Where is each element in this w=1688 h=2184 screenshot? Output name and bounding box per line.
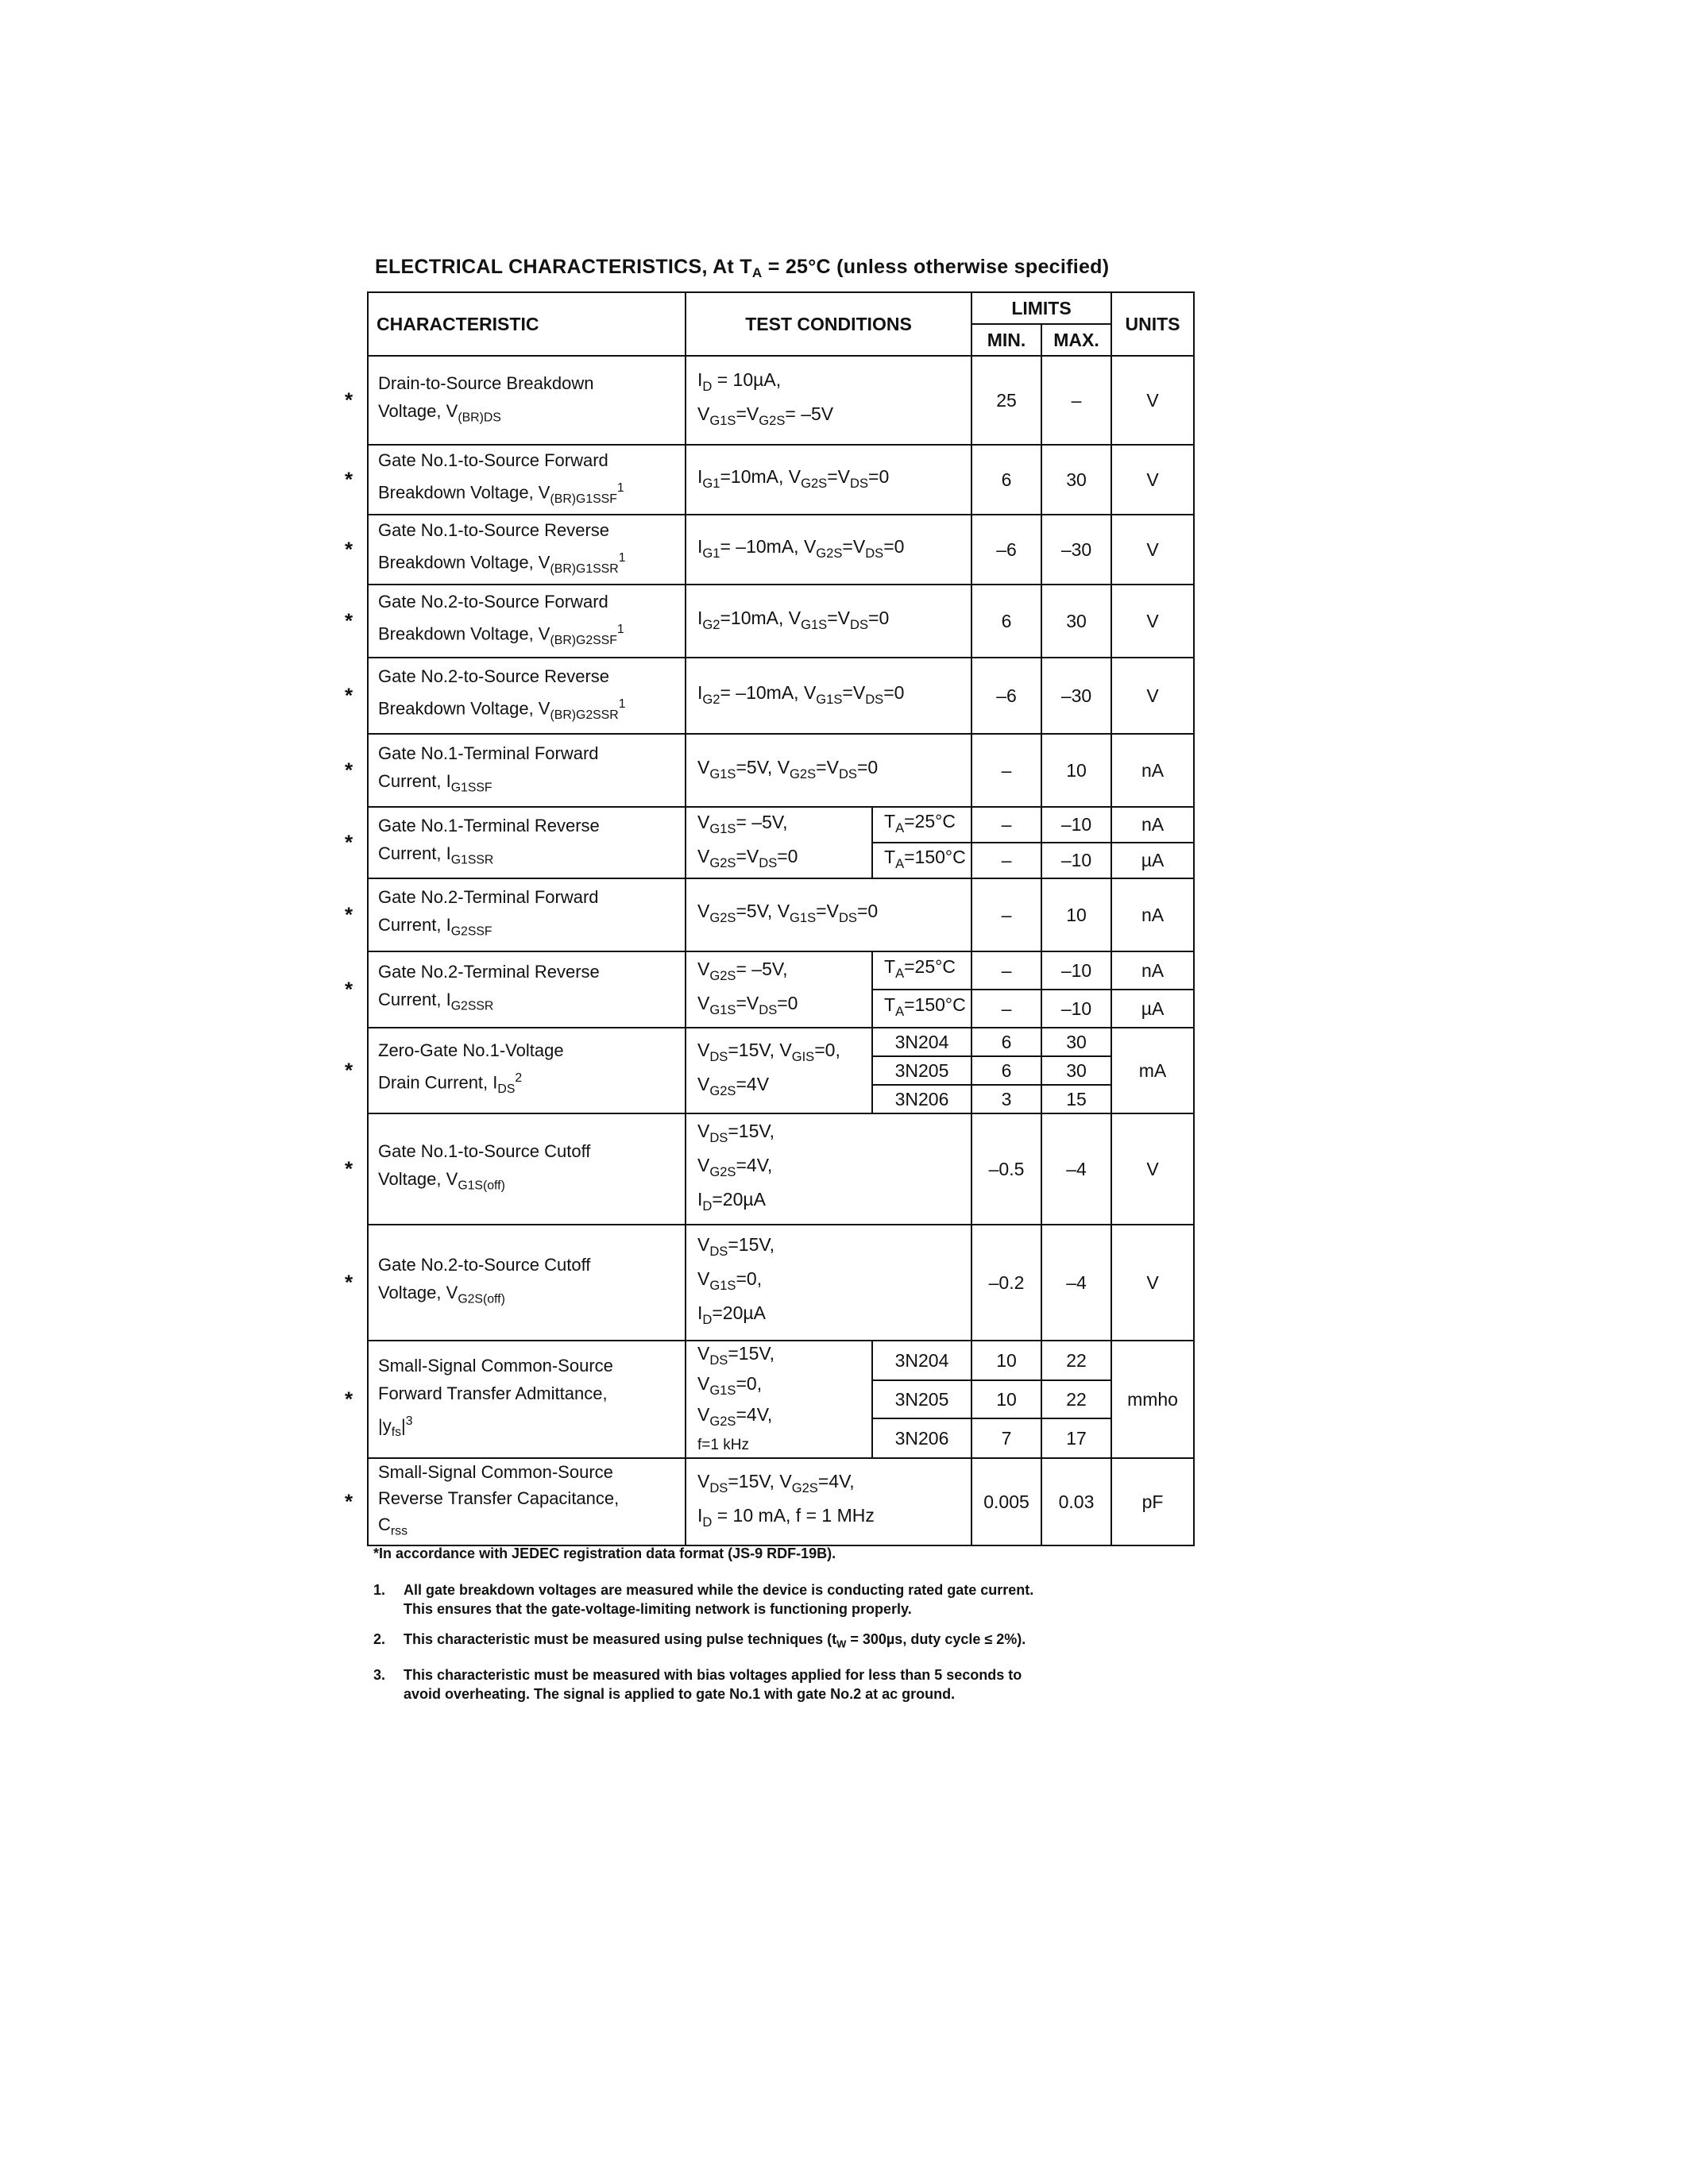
min-value: 3 [971,1085,1041,1113]
min-value: – [971,951,1041,990]
electrical-characteristics-table [345,291,1195,1546]
min-value: 6 [971,1028,1041,1056]
test-condition-cell: $V_{DS}=15V$, $V_{G2S}=4V$, $I_D=20\mu A$ [686,1113,971,1225]
unit-value: mA [1111,1028,1194,1113]
min-value: 7 [971,1418,1041,1458]
max-value: – [1041,356,1111,445]
jedec-note: *In accordance with JEDEC registration data format (JS-9 RDF-19B). [373,1545,836,1561]
test-condition-cell: $V_{DS}=15V$, $V_{G1S}=0$, $I_D=20\mu A$ [686,1225,971,1341]
max-value: 30 [1041,1028,1111,1056]
max-value: 30 [1041,585,1111,658]
jedec-star: * [345,608,353,633]
table-row [368,951,1194,990]
footnotes [373,1544,1168,1715]
max-value: 15 [1041,1085,1111,1113]
min-value: – [971,734,1041,807]
device-name: 3N205 [872,1056,971,1085]
table-row [368,1028,1194,1056]
characteristic-cell: * Gate No.2-Terminal Forward Current, $I_{G2SSF}$ [368,878,686,951]
test-condition-cell: $I_D = 10\mu A$, $V_{G1S}=V_{G2S}= -5V$ [686,356,971,445]
table-row [368,658,1194,734]
unit-value: V [1111,445,1194,515]
temperature-condition: $T_A=150^\circ C$ [872,990,971,1028]
min-value: –6 [971,658,1041,734]
min-value: – [971,807,1041,843]
footnote-3: 3. This characteristic must be measured with bias voltages applied for less than 5 seconds to avoid overheating. The signal is applied to gate No.1 with gate No.2 at ac ground. [373,1666,1022,1702]
max-value: –4 [1041,1225,1111,1341]
jedec-star: * [345,1270,353,1295]
unit-value: V [1111,585,1194,658]
jedec-star: * [345,758,353,782]
header-units: UNITS [1111,292,1194,356]
header-characteristic: CHARACTERISTIC [368,292,686,356]
test-condition-cell: $I_{G2}=10mA$, $V_{G1S}=V_{DS}=0$ [686,585,971,658]
page-title: ELECTRICAL CHARACTERISTICS, At $T_A = 25^\circ C$ (unless otherwise specified) [375,256,1110,280]
max-value: 10 [1041,878,1111,951]
device-name: 3N206 [872,1418,971,1458]
unit-value: nA [1111,951,1194,990]
test-condition-cell: $V_{DS}=15V$, $V_{GIS}=0$, $V_{G2S}=4V$ [686,1028,872,1113]
unit-value: V [1111,1225,1194,1341]
header-max: MAX. [1041,324,1111,356]
max-value: –4 [1041,1113,1111,1225]
min-value: –6 [971,515,1041,585]
characteristic-cell: * Gate No.1-to-Source Cutoff Voltage, $V_{G1S(off)}$ [368,1113,686,1225]
jedec-star: * [345,977,353,1001]
table-row [368,585,1194,658]
jedec-star: * [345,1058,353,1082]
max-value: 30 [1041,445,1111,515]
max-value: 17 [1041,1418,1111,1458]
table-row [368,1458,1194,1545]
test-condition-cell: $I_{G1}= -10mA$, $V_{G2S}=V_{DS}=0$ [686,515,971,585]
unit-value: V [1111,658,1194,734]
table-row [368,1113,1194,1225]
jedec-star: * [345,1387,353,1411]
min-value: 10 [971,1380,1041,1418]
test-condition-cell: $V_{G1S}= -5V$, $V_{G2S}=V_{DS}=0$ [686,807,872,878]
min-value: – [971,843,1041,878]
characteristic-cell: * Gate No.1-to-Source Forward Breakdown Voltage, $V_{(BR)G1SSF}^1$ [368,445,686,515]
unit-value: mmho [1111,1341,1194,1458]
test-condition-cell: $I_{G1}=10mA$, $V_{G2S}=V_{DS}=0$ [686,445,971,515]
temperature-condition: $T_A=25^\circ C$ [872,807,971,843]
unit-value: µA [1111,990,1194,1028]
characteristic-cell: * Gate No.2-Terminal Reverse Current, $I_{G2SSR}$ [368,951,686,1028]
header-test-conditions: TEST CONDITIONS [686,292,971,356]
max-value: –30 [1041,515,1111,585]
device-name: 3N206 [872,1085,971,1113]
jedec-star: * [345,467,353,492]
max-value: 0.03 [1041,1458,1111,1545]
unit-value: nA [1111,807,1194,843]
table-row [368,515,1194,585]
jedec-star: * [345,537,353,561]
min-value: 25 [971,356,1041,445]
table-row [368,445,1194,515]
jedec-star: * [345,683,353,708]
test-condition-cell: $V_{DS}=15V$, $V_{G2S}=4V$, $I_D = 10$ mA, f = 1 MHz [686,1458,971,1545]
test-condition-cell: $I_{G2}= -10mA$, $V_{G1S}=V_{DS}=0$ [686,658,971,734]
device-name: 3N205 [872,1380,971,1418]
jedec-star: * [345,1489,353,1514]
min-value: 0.005 [971,1458,1041,1545]
characteristic-cell: * Gate No.2-to-Source Forward Breakdown Voltage, $V_{(BR)G2SSF}^1$ [368,585,686,658]
unit-value: V [1111,515,1194,585]
footnote-1: 1. All gate breakdown voltages are measured while the device is conducting rated gate current. This ensures that the gate-voltage-limiting network is functioning properly. [373,1582,1034,1617]
table-row [368,734,1194,807]
characteristic-cell: * Gate No.1-Terminal Reverse Current, $I_{G1SSR}$ [368,807,686,878]
jedec-star: * [345,902,353,927]
temperature-condition: $T_A=150^\circ C$ [872,843,971,878]
characteristic-cell: * Gate No.1-to-Source Reverse Breakdown Voltage, $V_{(BR)G1SSR}^1$ [368,515,686,585]
max-value: –10 [1041,807,1111,843]
max-value: 22 [1041,1341,1111,1380]
table-row [368,807,1194,843]
jedec-star: * [345,1156,353,1181]
device-name: 3N204 [872,1341,971,1380]
jedec-star: * [345,830,353,855]
header-min: MIN. [971,324,1041,356]
characteristic-cell: * Drain-to-Source Breakdown Voltage, $V_{(BR)DS}$ [368,356,686,445]
characteristic-cell: * Small-Signal Common-Source Reverse Transfer Capacitance, $C_{rss}$ [368,1458,686,1545]
characteristic-cell: * Zero-Gate No.1-Voltage Drain Current, $I_{DS}^2$ [368,1028,686,1113]
test-condition-cell: $V_{DS}=15V$, $V_{G1S}=0$, $V_{G2S}=4V$, f=1 kHz [686,1341,872,1458]
unit-value: V [1111,1113,1194,1225]
max-value: 22 [1041,1380,1111,1418]
characteristic-cell: * Small-Signal Common-Source Forward Transfer Admittance, $|y_{fs}|^3$ [368,1341,686,1458]
device-name: 3N204 [872,1028,971,1056]
table-row [368,356,1194,445]
table-row [368,1341,1194,1380]
characteristic-cell: * Gate No.2-to-Source Reverse Breakdown Voltage, $V_{(BR)G2SSR}^1$ [368,658,686,734]
min-value: 6 [971,445,1041,515]
footnote-2: 2. This characteristic must be measured using pulse techniques ($t_W = 300\mu s$, duty cycle ≤ 2%). [373,1631,1026,1650]
test-condition-cell: $V_{G2S}=5V$, $V_{G1S}=V_{DS}=0$ [686,878,971,951]
table-row [368,878,1194,951]
max-value: –10 [1041,951,1111,990]
min-value: 10 [971,1341,1041,1380]
max-value: –30 [1041,658,1111,734]
min-value: –0.2 [971,1225,1041,1341]
test-condition-cell: $V_{G2S}= -5V$, $V_{G1S}=V_{DS}=0$ [686,951,872,1028]
test-condition-cell: $V_{G1S}=5V$, $V_{G2S}=V_{DS}=0$ [686,734,971,807]
max-value: –10 [1041,843,1111,878]
temperature-condition: $T_A=25^\circ C$ [872,951,971,990]
jedec-star: * [345,388,353,412]
max-value: –10 [1041,990,1111,1028]
min-value: –0.5 [971,1113,1041,1225]
unit-value: µA [1111,843,1194,878]
table-row [368,1225,1194,1341]
characteristic-cell: * Gate No.1-Terminal Forward Current, $I_{G1SSF}$ [368,734,686,807]
min-value: 6 [971,1056,1041,1085]
characteristic-cell: * Gate No.2-to-Source Cutoff Voltage, $V_{G2S(off)}$ [368,1225,686,1341]
min-value: 6 [971,585,1041,658]
unit-value: nA [1111,878,1194,951]
unit-value: pF [1111,1458,1194,1545]
unit-value: V [1111,356,1194,445]
max-value: 30 [1041,1056,1111,1085]
min-value: – [971,990,1041,1028]
min-value: – [971,878,1041,951]
header-limits: LIMITS [971,292,1111,324]
unit-value: nA [1111,734,1194,807]
max-value: 10 [1041,734,1111,807]
